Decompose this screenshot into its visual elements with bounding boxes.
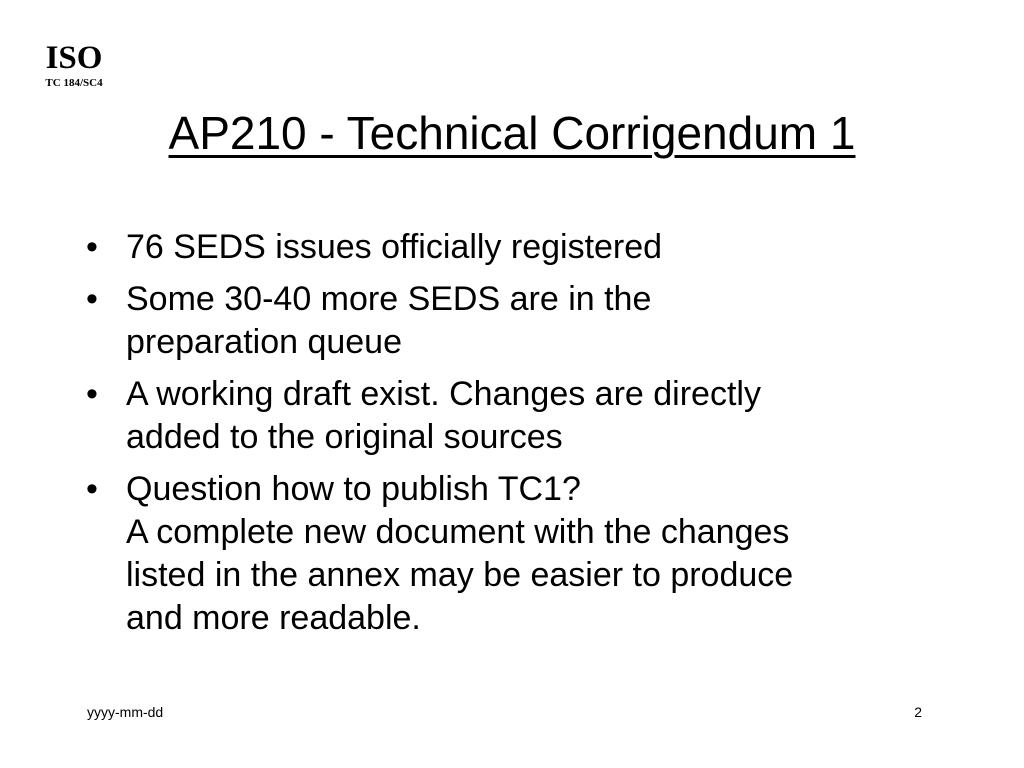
slide-title [0, 104, 1024, 162]
bullet-text [126, 278, 936, 364]
iso-logo [36, 40, 112, 90]
bullet-icon: • [86, 375, 98, 413]
bullet-line: listed in the annex may be easier to produce [126, 556, 794, 594]
bullet-text [126, 226, 936, 269]
bullet-icon: • [86, 470, 98, 508]
bullet-icon: • [86, 228, 98, 266]
footer-date: yyyy-mm-dd [87, 704, 164, 720]
slide-title-text: AP210 - Technical Corrigendum 1 [168, 107, 856, 159]
bullet-line: Question how to publish TC1? [126, 470, 581, 508]
bullet-item [86, 278, 936, 364]
bullet-item [86, 373, 936, 459]
bullet-item [86, 468, 936, 640]
bullet-text [126, 373, 936, 459]
org-name: ISO [45, 40, 103, 76]
bullet-line: A working draft exist. Changes are directly [126, 375, 761, 413]
committee-label: TC 184/SC4 [45, 77, 103, 89]
bullet-text [126, 468, 936, 640]
bullet-line: Some 30-40 more SEDS are in the [126, 280, 652, 318]
page-number: 2 [914, 704, 922, 720]
bullet-line: and more readable. [126, 599, 421, 637]
bullet-line: A complete new document with the changes [126, 513, 790, 551]
bullet-line: added to the original sources [126, 418, 563, 456]
bullet-line: 76 SEDS issues officially registered [126, 228, 663, 266]
bullet-list [86, 226, 936, 649]
bullet-line: preparation queue [126, 323, 403, 361]
bullet-item [86, 226, 936, 269]
bullet-icon: • [86, 280, 98, 318]
